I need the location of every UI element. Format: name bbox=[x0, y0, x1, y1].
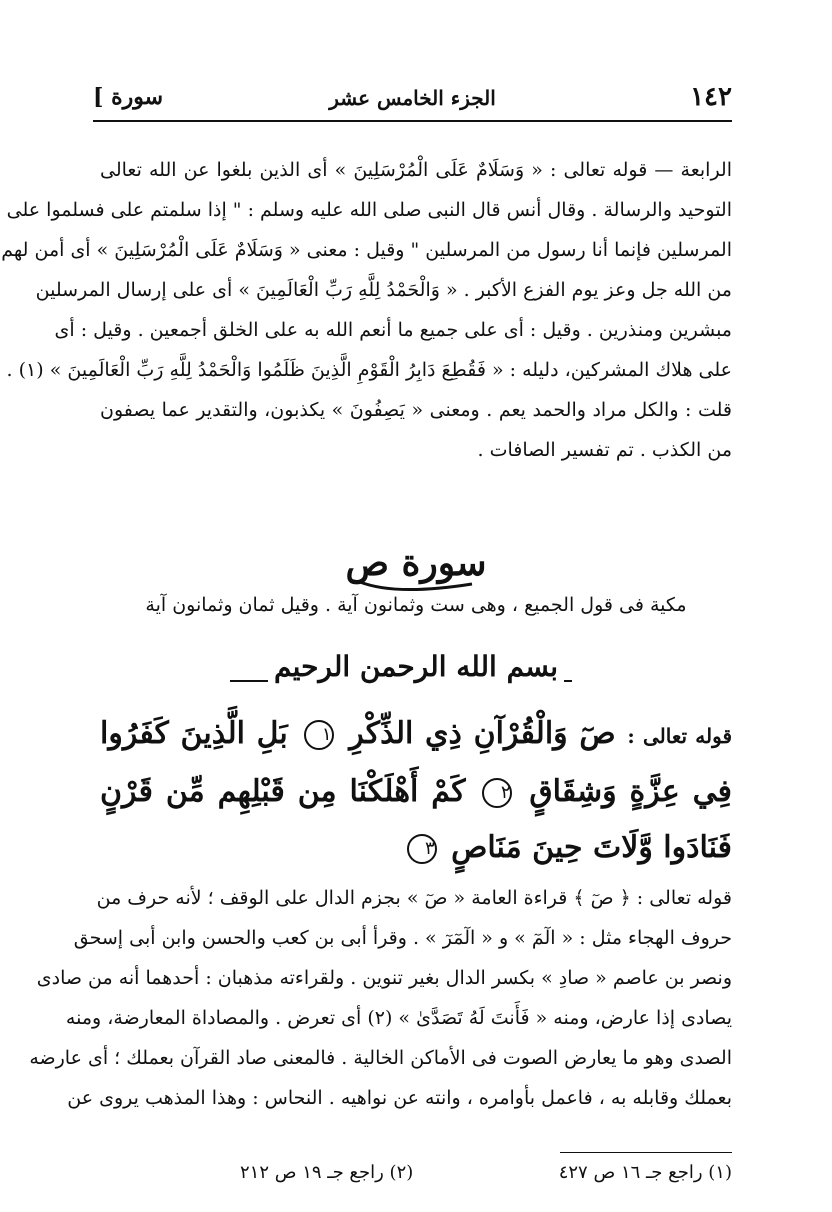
text-line: المرسلين فإنما أنا رسول من المرسلين " وقيل : معنى « وَسَلَامٌ عَلَى الْمُرْسَلِينَ » أى أمن لهم bbox=[1, 239, 732, 261]
verse-intro: قوله تعالى : bbox=[627, 724, 733, 748]
verse-1: صٓ وَالْقُرْآنِ ذِي الذِّكْرِ bbox=[349, 716, 616, 751]
text-line: من الله جل وعز يوم الفزع الأكبر . « وَالْحَمْدُ لِلَّهِ رَبِّ الْعَالَمِينَ » أى على إرسال المرسلين bbox=[35, 279, 732, 301]
text-line: مبشرين ومنذرين . وقيل : أى على جميع ما أنعم الله به على الخلق أجمعين . وقيل : أى bbox=[54, 319, 732, 341]
footnote-separator bbox=[560, 1152, 732, 1153]
text-line: يصادى إذا عارض، ومنه « فَأَنتَ لَهُ تَصَدَّىٰ » (٢) أى تعرض . والمصاداة المعارضة، ومنه bbox=[65, 1007, 732, 1029]
text-line: التوحيد والرسالة . وقال أنس قال النبى صلى الله عليه وسلم : " إذا سلمتم على فسلموا على bbox=[6, 199, 732, 221]
text-line: بعملك وقابله به ، فاعمل بأوامره ، وانته عن نواهيه . النحاس : وهذا المذهب يروى عن bbox=[67, 1087, 732, 1109]
page-number: ١٤٢ bbox=[690, 82, 732, 112]
text-line: ونصر بن عاصم « صادِ » بكسر الدال بغير تنوين . ولقراءته مذهبان : أحدهما أنه من صادى bbox=[36, 967, 732, 989]
text-line: على هلاك المشركين، دليله : « فَقُطِعَ دَابِرُ الْقَوْمِ الَّذِينَ ظَلَمُوا وَالْحَمْدُ لِلَّهِ رَبِّ الْعَالَمِينَ » (١) . bbox=[6, 359, 732, 381]
verse-number-marker: ١ bbox=[304, 720, 334, 750]
verse-3: كَمْ أَهْلَكْنَا مِن قَبْلِهِم مِّن قَرْنٍ فَنَادَوا وَّلَاتَ حِينَ مَنَاصٍ bbox=[100, 774, 732, 865]
commentary-bottom bbox=[29, 878, 732, 1118]
commentary-top bbox=[1, 150, 732, 470]
verse-number-marker: ٢ bbox=[482, 778, 512, 808]
verse-number-marker: ٣ bbox=[407, 834, 437, 864]
surah-running-title: سورة ] bbox=[93, 84, 164, 110]
text-line: من الكذب . تم تفسير الصافات . bbox=[477, 439, 732, 461]
part-title: الجزء الخامس عشر bbox=[329, 86, 496, 110]
text-line: الرابعة — قوله تعالى : « وَسَلَامٌ عَلَى الْمُرْسَلِينَ » أى الذين بلغوا عن الله تعالى bbox=[100, 159, 732, 181]
basmala-text: بسم الله الرحمن الرحيم bbox=[268, 650, 564, 683]
footnote-2: (٢) راجع جـ ١٩ ص ٢١٢ bbox=[240, 1162, 414, 1183]
page-header bbox=[93, 80, 732, 122]
footnotes bbox=[240, 1160, 732, 1190]
text-line: الصدى وهو ما يعارض الصوت فى الأماكن الخالية . فالمعنى صاد القرآن بعملك ؛ أى عارضه bbox=[29, 1047, 732, 1069]
surah-info: مكية فى قول الجميع ، وهى ست وثمانون آية . وقيل ثمان وثمانون آية bbox=[145, 594, 687, 616]
text-line: قلت : والكل مراد والحمد يعم . ومعنى « يَصِفُونَ » يكذبون، والتقدير عما يصفون bbox=[100, 399, 732, 421]
surah-title-text: سورة ص bbox=[345, 542, 487, 584]
verse-2: بَلِ الَّذِينَ كَفَرُوا فِي عِزَّةٍ وَشِقَاقٍ bbox=[100, 716, 732, 809]
text-line: قوله تعالى : ﴿ صٓ ﴾ قراءة العامة « صٓ » بجزم الدال على الوقف ؛ لأنه حرف من bbox=[96, 887, 732, 909]
quran-verses bbox=[100, 706, 732, 876]
basmala bbox=[200, 650, 632, 694]
surah-title bbox=[0, 542, 832, 594]
text-line: حروف الهجاء مثل : « الٓمٓ » و « الٓمٓرٓ » . وقرأ أبى بن كعب والحسن وابن أبى إسحق bbox=[73, 927, 732, 949]
footnote-1: (١) راجع جـ ١٦ ص ٤٢٧ bbox=[558, 1162, 732, 1183]
